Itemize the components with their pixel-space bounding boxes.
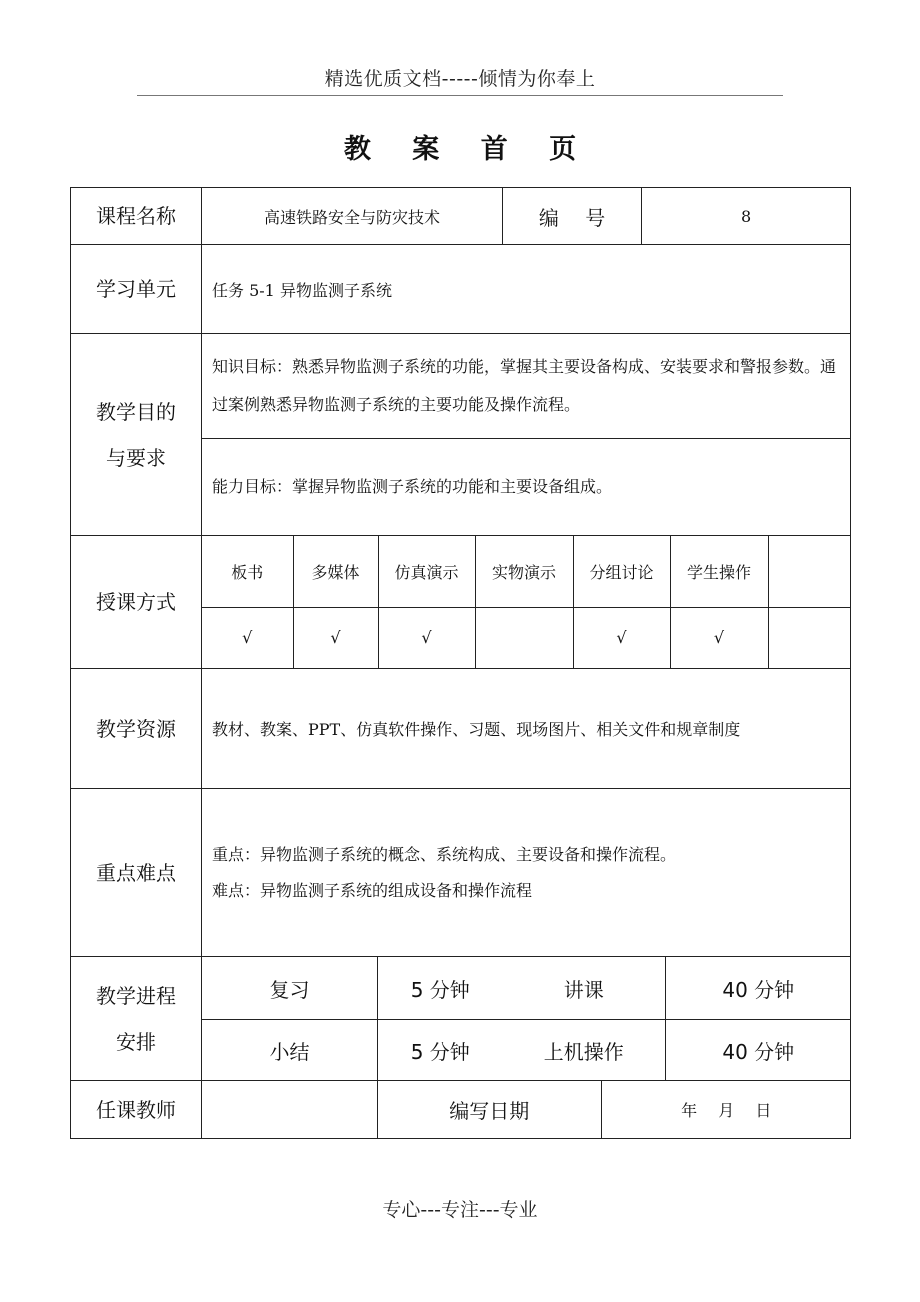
writing-date-value: 年 月 日 xyxy=(601,1081,851,1138)
teaching-mode-content xyxy=(202,536,851,669)
mode-check-blackboard: √ xyxy=(202,607,293,668)
teacher-label: 任课教师 xyxy=(71,1081,202,1139)
mode-check-empty xyxy=(768,607,851,668)
resources-row xyxy=(71,669,851,789)
writing-date-label: 编写日期 xyxy=(378,1081,601,1138)
mode-check-simulation-demo: √ xyxy=(378,607,475,668)
schedule-item: 讲课 xyxy=(503,957,666,1019)
difficult-point-text: 难点：异物监测子系统的组成设备和操作流程 xyxy=(212,880,533,900)
course-number-value: 8 xyxy=(642,188,851,245)
teacher-row xyxy=(71,1081,851,1139)
key-points-row xyxy=(71,789,851,957)
objectives-inner-table xyxy=(202,334,850,535)
schedule-item: 上机操作 xyxy=(503,1020,666,1080)
page-header-text: 精选优质文档-----倾情为你奉上 xyxy=(324,68,596,90)
mode-header-multimedia: 多媒体 xyxy=(293,536,378,607)
course-name-label: 课程名称 xyxy=(71,188,202,245)
schedule-item: 复习 xyxy=(202,957,378,1020)
teaching-mode-label: 授课方式 xyxy=(71,536,202,669)
resources-label: 教学资源 xyxy=(71,669,202,789)
schedule-item: 小结 xyxy=(202,1020,378,1081)
mode-check-student-operation: √ xyxy=(670,607,768,668)
mode-header-simulation-demo: 仿真演示 xyxy=(378,536,475,607)
page-footer-text: 专心---专注---专业 xyxy=(382,1199,538,1221)
objectives-label-line2: 与要求 xyxy=(106,445,166,470)
lesson-plan-table xyxy=(70,187,851,1139)
mode-check-group-discussion: √ xyxy=(573,607,670,668)
schedule-row-1 xyxy=(71,957,851,1020)
mode-check-physical-demo xyxy=(475,607,573,668)
knowledge-objective-cell xyxy=(202,334,850,438)
teacher-date-area xyxy=(378,1081,851,1139)
mode-header-empty xyxy=(768,536,851,607)
schedule-right-1 xyxy=(503,957,851,1020)
course-name-value: 高速铁路安全与防灾技术 xyxy=(202,188,503,245)
mode-header-blackboard: 板书 xyxy=(202,536,293,607)
key-point-text: 重点：异物监测子系统的概念、系统构成、主要设备和操作流程。 xyxy=(212,844,677,864)
teaching-mode-row xyxy=(71,536,851,669)
resources-value: 教材、教案、PPT、仿真软件操作、习题、现场图片、相关文件和规章制度 xyxy=(202,669,851,789)
mode-header-physical-demo: 实物演示 xyxy=(475,536,573,607)
schedule-time: 5 分钟 xyxy=(378,957,503,1020)
unit-value: 任务 5-1 异物监测子系统 xyxy=(202,245,851,334)
unit-row xyxy=(71,245,851,334)
header-divider xyxy=(137,95,783,96)
objectives-row xyxy=(71,334,851,536)
schedule-time: 5 分钟 xyxy=(378,1020,503,1081)
course-row xyxy=(71,188,851,245)
course-number-label: 编 号 xyxy=(503,188,642,245)
schedule-right-2 xyxy=(503,1020,851,1081)
teacher-value xyxy=(202,1081,378,1139)
teaching-mode-grid xyxy=(202,536,851,668)
ability-objective-cell xyxy=(202,438,850,535)
mode-check-multimedia: √ xyxy=(293,607,378,668)
mode-header-group-discussion: 分组讨论 xyxy=(573,536,670,607)
schedule-label-line2: 安排 xyxy=(116,1029,156,1054)
objectives-label-line1: 教学目的 xyxy=(96,399,176,424)
schedule-label xyxy=(71,957,202,1081)
key-points-label: 重点难点 xyxy=(71,789,202,957)
schedule-time: 40 分钟 xyxy=(666,1020,851,1080)
ability-objective-text: 能力目标：掌握异物监测子系统的功能和主要设备组成。 xyxy=(212,476,613,496)
unit-label: 学习单元 xyxy=(71,245,202,334)
key-points-content xyxy=(202,789,851,957)
schedule-label-line1: 教学进程 xyxy=(96,983,176,1008)
mode-header-student-operation: 学生操作 xyxy=(670,536,768,607)
objectives-label xyxy=(71,334,202,536)
objectives-content xyxy=(202,334,851,536)
document-title: 教 案 首 页 xyxy=(343,134,593,165)
schedule-time: 40 分钟 xyxy=(666,957,851,1019)
knowledge-objective-text: 知识目标：熟悉异物监测子系统的功能，掌握其主要设备构成、安装要求和警报参数。通过案例熟悉异物监测子系统的主要功能及操作流程。 xyxy=(212,356,837,414)
